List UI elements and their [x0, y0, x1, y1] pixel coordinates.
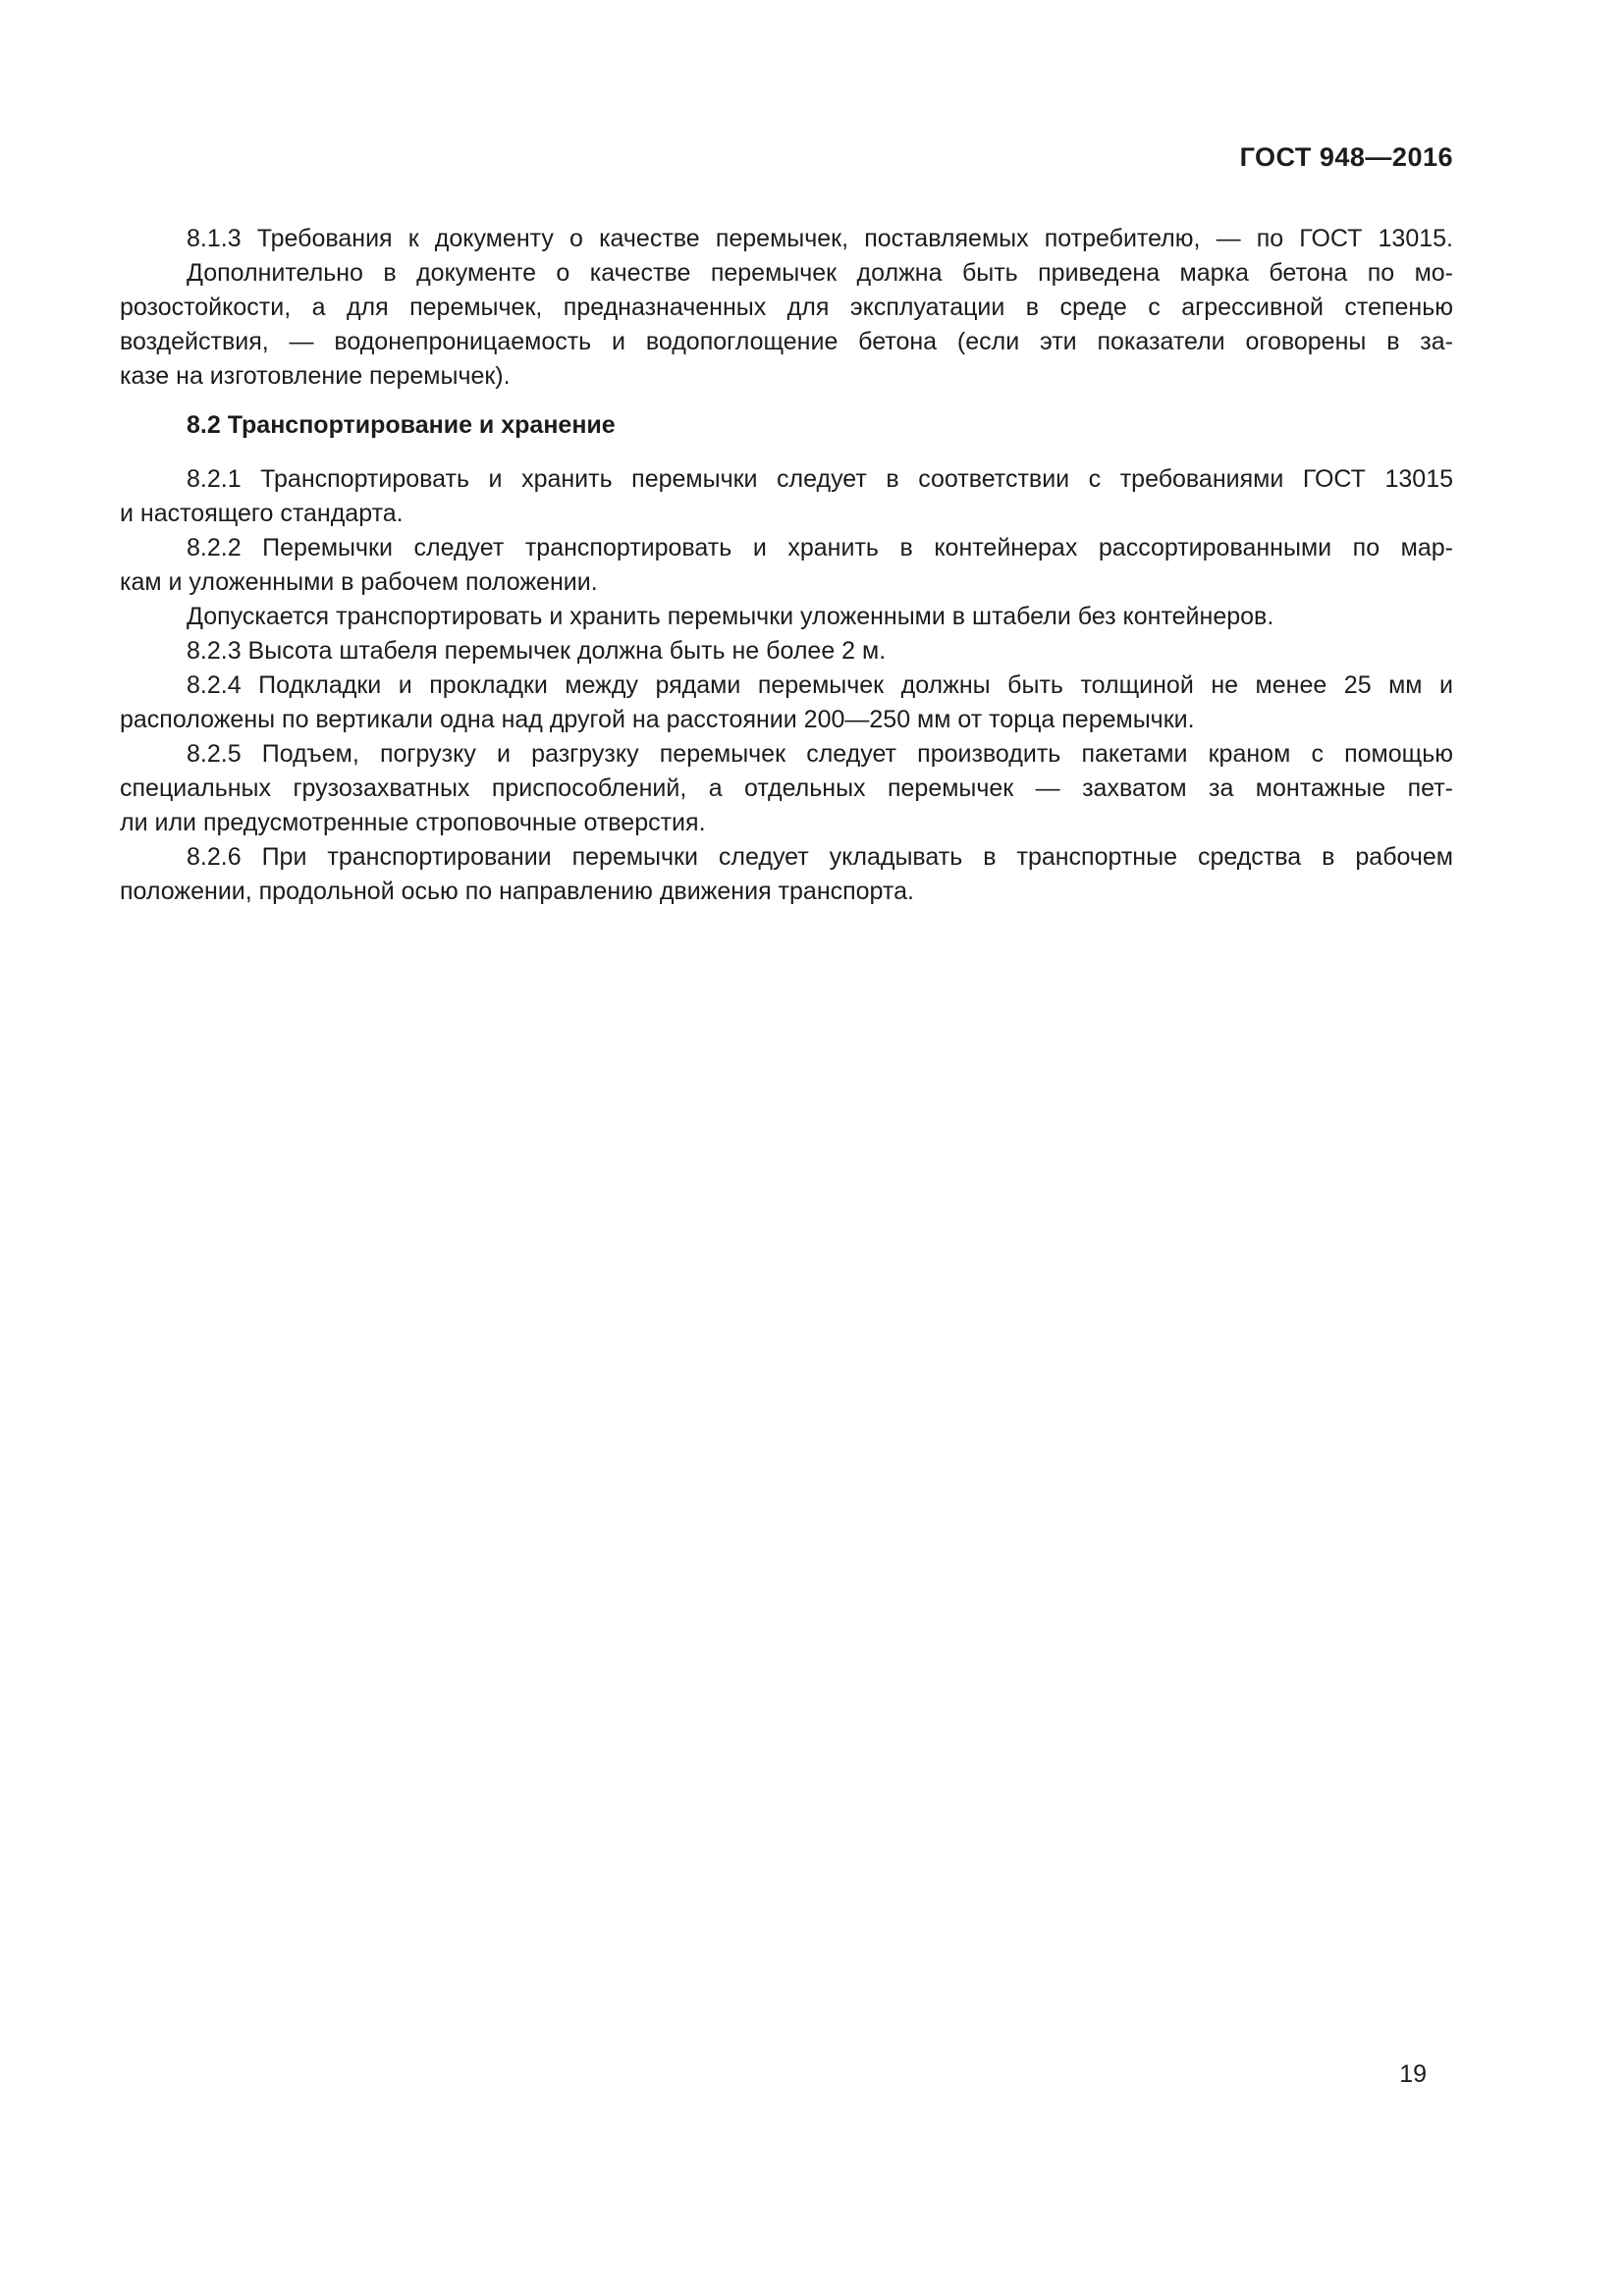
text-line: кам и уложенными в рабочем положении. [120, 568, 598, 596]
text-line: 8.2.4 Подкладки и прокладки между рядами перемычек должны быть толщиной не менее 25 мм и [187, 671, 1453, 699]
text-line: ли или предусмотренные строповочные отверстия. [120, 809, 706, 836]
text-line: и настоящего стандарта. [120, 500, 404, 527]
text-line: казе на изготовление перемычек). [120, 362, 511, 390]
page-number: 19 [1399, 2060, 1427, 2088]
text-line: положении, продольной осью по направлению движения транспорта. [120, 878, 914, 905]
document-body [120, 222, 1453, 909]
paragraph [120, 256, 1453, 394]
text-line: 8.2.5 Подъем, погрузку и разгрузку перемычек следует производить пакетами краном с помощью [187, 740, 1453, 768]
text-line: 8.2 Транспортирование и хранение [187, 411, 616, 439]
paragraph [120, 531, 1453, 600]
paragraph [120, 462, 1453, 531]
paragraph [120, 840, 1453, 909]
paragraph [120, 668, 1453, 737]
text-line: воздействия, — водонепроницаемость и водопоглощение бетона (если эти показатели оговорены в за- [120, 328, 1453, 355]
text-line: 8.1.3 Требования к документу о качестве перемычек, поставляемых потребителю, — по ГОСТ 13015. [187, 225, 1453, 252]
text-line: 8.2.6 При транспортировании перемычки следует укладывать в транспортные средства в рабочем [187, 843, 1453, 871]
text-line: 8.2.1 Транспортировать и хранить перемычки следует в соответствии с требованиями ГОСТ 13015 [187, 465, 1453, 493]
paragraph [120, 737, 1453, 840]
paragraph [120, 222, 1453, 256]
paragraph [120, 600, 1453, 634]
running-header: ГОСТ 948—2016 [1239, 142, 1453, 172]
text-line: Допускается транспортировать и хранить перемычки уложенными в штабели без контейнеров. [187, 603, 1274, 630]
text-line: 8.2.2 Перемычки следует транспортировать и хранить в контейнерах рассортированными по мар- [187, 534, 1453, 561]
text-line: расположены по вертикали одна над другой на расстоянии 200—250 мм от торца перемычки. [120, 706, 1195, 733]
text-line: 8.2.3 Высота штабеля перемычек должна быть не более 2 м. [187, 637, 887, 665]
text-line: специальных грузозахватных приспособлений, а отдельных перемычек — захватом за монтажные пет- [120, 774, 1453, 802]
text-line: розостойкости, а для перемычек, предназначенных для эксплуатации в среде с агрессивной степенью [120, 294, 1453, 321]
section-heading [120, 408, 1453, 443]
text-line: Дополнительно в документе о качестве перемычек должна быть приведена марка бетона по мо- [187, 259, 1453, 287]
paragraph [120, 634, 1453, 668]
